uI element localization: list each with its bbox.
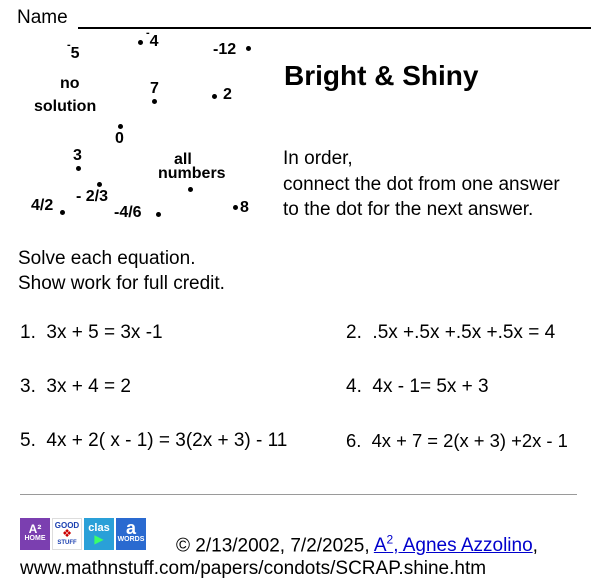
class-fish-icon[interactable]: clas ▶ (84, 518, 114, 550)
answer-label-neg2over3: - 2/3 (76, 188, 109, 205)
answer-label-neg4: -4 (146, 27, 159, 50)
problem-4: 4. 4x - 1= 5x + 3 (346, 376, 489, 397)
answer-label-eight: 8 (240, 199, 249, 216)
answer-dot (212, 94, 217, 99)
a-words-icon[interactable]: a WORDS (116, 518, 146, 550)
answer-label-three: 3 (73, 147, 82, 164)
puzzle-title: Bright & Shiny (284, 60, 479, 91)
answer-label-neg4over6: -4/6 (114, 204, 142, 221)
answer-label-zero: 0 (115, 130, 124, 147)
problem-2: 2. .5x +.5x +.5x +.5x = 4 (346, 322, 556, 343)
answer-label-numbers: numbers (158, 165, 226, 182)
good-stuff-icon[interactable]: GOOD ❖ STUFF (52, 518, 82, 550)
directions-line: Show work for full credit. (18, 273, 225, 294)
answer-dot (156, 212, 161, 217)
answer-dot (188, 187, 193, 192)
instruction-line: In order, (283, 148, 353, 169)
directions-line: Solve each equation. (18, 248, 196, 269)
author-link[interactable]: $A^2$, Agnes Azzolino (373, 533, 533, 557)
instruction-line: to the dot for the next answer. (283, 199, 534, 220)
problem-3: 3. 3x + 4 = 2 (20, 376, 131, 397)
answer-label-seven: 7 (150, 80, 159, 97)
footer-divider (20, 494, 577, 495)
answer-dot (138, 40, 143, 45)
answer-dot (118, 124, 123, 129)
answer-label-neg5: -5 (67, 39, 80, 62)
footer-url: www.mathnstuff.com/papers/condots/SCRAP.shine.htm (20, 558, 487, 579)
answer-dot (97, 182, 102, 187)
answer-label-two: 2 (223, 86, 232, 103)
footer-icons (20, 518, 146, 550)
answer-dot (152, 99, 157, 104)
name-line (78, 27, 591, 29)
copyright-text: © 2/13/2002, 7/2/2025, (176, 535, 370, 557)
answer-dot (76, 166, 81, 171)
answer-dot (233, 205, 238, 210)
answer-dot (246, 46, 251, 51)
problem-1: 1. 3x + 5 = 3x -1 (20, 322, 163, 343)
problem-5: 5. 4x + 2( x - 1) = 3(2x + 3) - 11 (20, 430, 288, 451)
name-label: Name (17, 7, 68, 28)
answer-dot (60, 210, 65, 215)
answer-label-four-half: 4/2 (31, 197, 54, 214)
instruction-line: connect the dot from one answer (283, 174, 560, 195)
a2-home-icon[interactable]: A² HOME (20, 518, 50, 550)
answer-label-neg12: -12 (213, 41, 237, 58)
footer-copyright-line: © 2/13/2002, 7/2/2025, $A^2$, Agnes Azzolino, (176, 533, 538, 557)
problem-6: 6. 4x + 7 = 2(x + 3) +2x - 1 (346, 430, 568, 451)
answer-label-all: all (174, 151, 192, 168)
answer-label-no: no (60, 75, 80, 92)
answer-label-solution: solution (34, 98, 97, 115)
